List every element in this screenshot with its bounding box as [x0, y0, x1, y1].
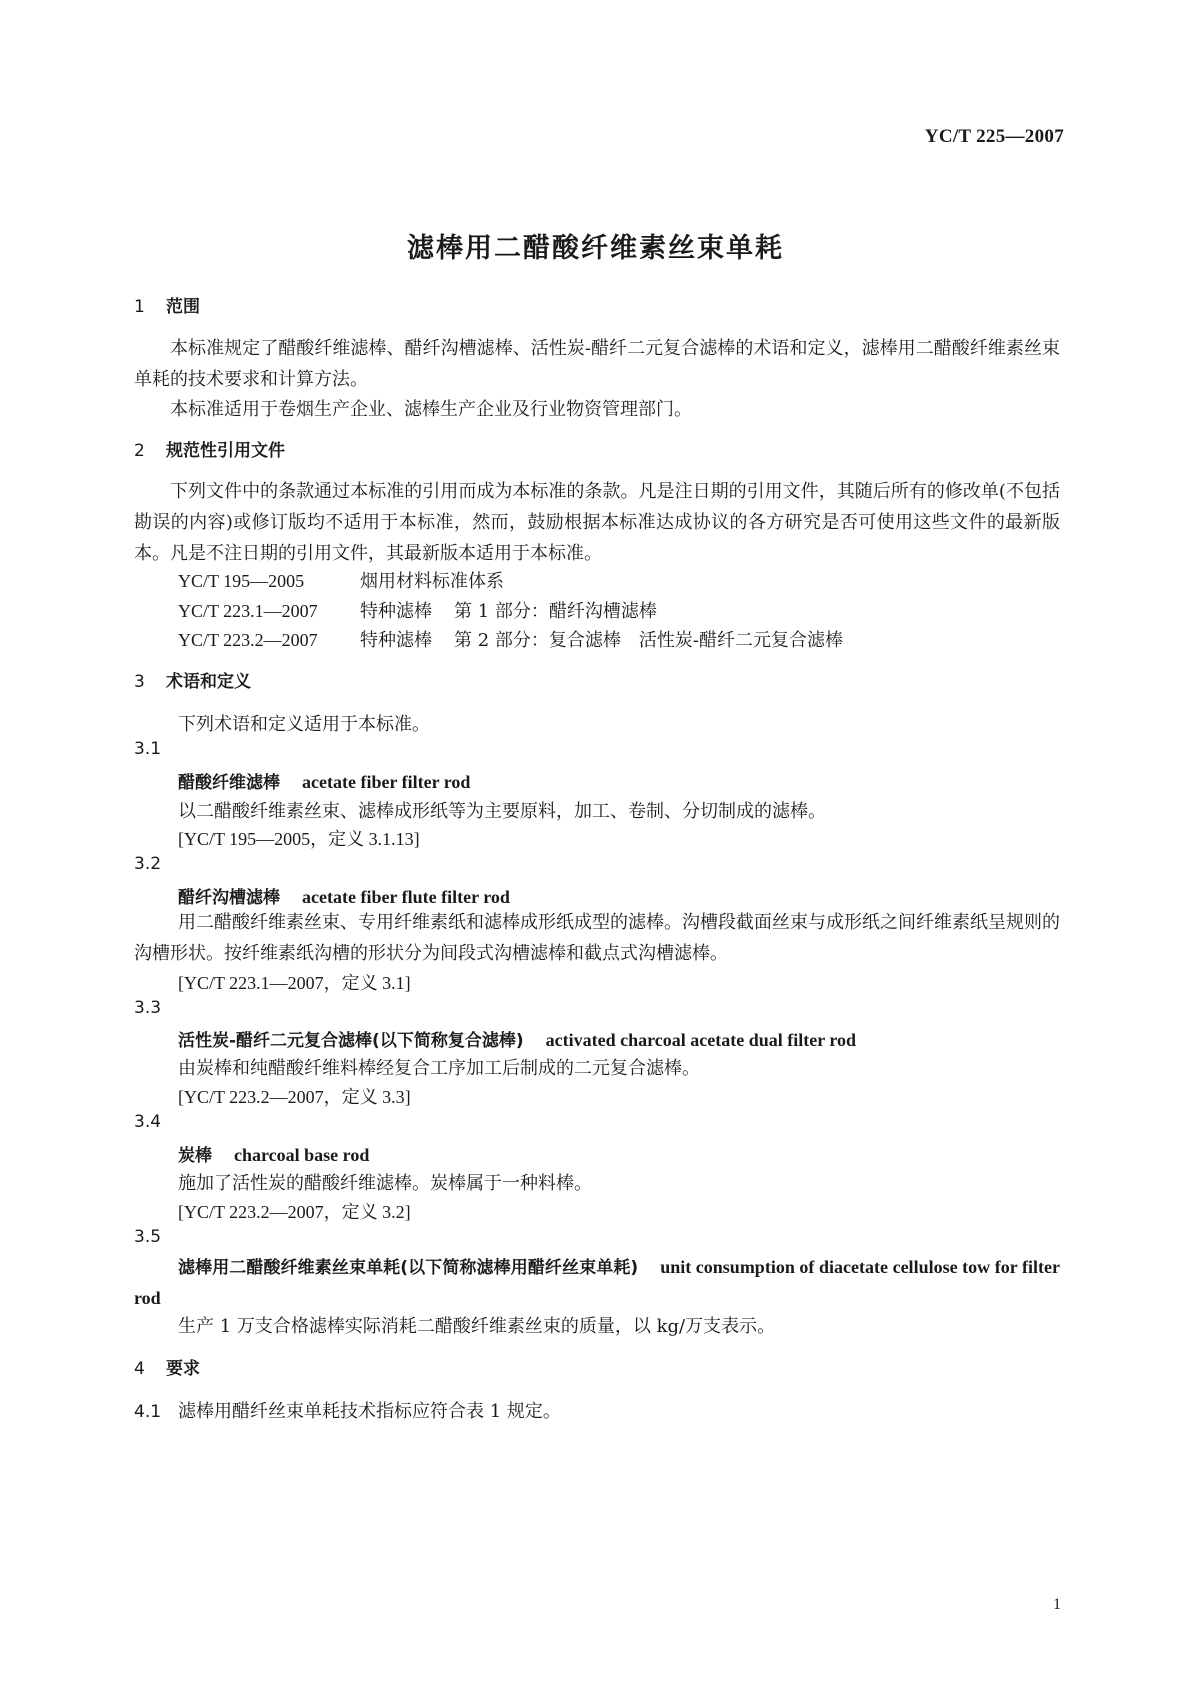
term-chinese: 滤棒用二醋酸纤维素丝束单耗(以下简称滤棒用醋纤丝束单耗): [178, 1258, 639, 1278]
section-4-heading: [134, 1354, 200, 1379]
reference-item: [178, 567, 526, 593]
reference-name: 特种滤棒: [360, 601, 432, 622]
section-3-heading: [134, 667, 251, 692]
section-number: 2: [134, 441, 145, 461]
reference-code: YC/T 195—2005: [178, 571, 305, 591]
term-chinese: 炭棒: [178, 1146, 212, 1166]
requirement-4-1: [134, 1397, 561, 1423]
term-definition: 施加了活性炭的醋酸纤维滤棒。炭棒属于一种料棒。: [178, 1173, 592, 1194]
section-title: 规范性引用文件: [166, 441, 285, 461]
term-english: unit consumption of diacetate cellulose tow for filter rod: [134, 1257, 1060, 1308]
reference-item: [178, 626, 843, 652]
term-number: 3.1: [134, 739, 162, 759]
section-1-paragraph-2: 本标准适用于卷烟生产企业、滤棒生产企业及行业物资管理部门。: [170, 399, 692, 420]
reference-code: YC/T 223.2—2007: [178, 630, 318, 650]
standard-code: YC/T 225—2007: [924, 126, 1064, 147]
term-english: activated charcoal acetate dual filter rod: [545, 1030, 857, 1050]
term-number: 3.2: [134, 854, 162, 874]
term-heading: [178, 768, 470, 793]
term-heading: [178, 1026, 856, 1051]
term-heading: [178, 883, 510, 908]
term-source: [YC/T 195—2005，定义 3.1.13]: [178, 829, 420, 849]
term-source: [YC/T 223.1—2007，定义 3.1]: [178, 973, 411, 993]
section-number: 4: [134, 1359, 145, 1379]
term-english: charcoal base rod: [234, 1145, 370, 1165]
term-chinese: 醋纤沟槽滤棒: [178, 888, 280, 908]
term-definition: 由炭棒和纯醋酸纤维料棒经复合工序加工后制成的二元复合滤棒。: [178, 1058, 700, 1079]
term-source: [YC/T 223.2—2007，定义 3.3]: [178, 1087, 411, 1107]
term-english: acetate fiber flute filter rod: [302, 887, 510, 907]
term-definition: 用二醋酸纤维素丝束、专用纤维素纸和滤棒成形纸成型的滤棒。沟槽段截面丝束与成形纸之间纤维素纸呈规则的沟槽形状。按纤维素纸沟槽的形状分为间段式沟槽滤棒和截点式沟槽滤棒。: [134, 912, 1060, 964]
section-title: 要求: [166, 1359, 200, 1379]
term-definition: 生产 1 万支合格滤棒实际消耗二醋酸纤维素丝束的质量，以 kg/万支表示。: [178, 1316, 776, 1337]
section-1-paragraph-1: 本标准规定了醋酸纤维滤棒、醋纤沟槽滤棒、活性炭-醋纤二元复合滤棒的术语和定义，滤棒用二醋酸纤维素丝束单耗的技术要求和计算方法。: [134, 338, 1060, 390]
section-1-heading: [134, 292, 200, 317]
term-heading: [178, 1141, 369, 1166]
section-2-heading: [134, 436, 285, 461]
term-english: acetate fiber filter rod: [302, 772, 471, 792]
section-number: 3: [134, 672, 145, 692]
section-title: 术语和定义: [166, 672, 251, 692]
reference-code: YC/T 223.1—2007: [178, 601, 318, 621]
reference-item: [178, 597, 657, 623]
term-chinese: 活性炭-醋纤二元复合滤棒(以下简称复合滤棒): [178, 1031, 524, 1051]
section-2-paragraph-1: 下列文件中的条款通过本标准的引用而成为本标准的条款。凡是注日期的引用文件，其随后所有的修改单(不包括勘误的内容)或修订版均不适用于本标准，然而，鼓励根据本标准达成协议的各方研究是否可使用这些文件的最新版本。凡是不注日期的引用文件，其最新版本适用于本标准。: [134, 481, 1060, 564]
reference-name: 特种滤棒: [360, 630, 432, 651]
document-title: 滤棒用二醋酸纤维素丝束单耗: [407, 233, 784, 264]
reference-part: 第 2 部分：复合滤棒 活性炭-醋纤二元复合滤棒: [454, 630, 843, 651]
section-3-intro: 下列术语和定义适用于本标准。: [178, 714, 430, 735]
term-definition: 以二醋酸纤维素丝束、滤棒成形纸等为主要原料，加工、卷制、分切制成的滤棒。: [178, 801, 826, 822]
term-heading: [134, 1252, 1060, 1314]
section-number: 1: [134, 297, 145, 317]
clause-number: 4.1: [134, 1402, 162, 1422]
term-number: 3.3: [134, 998, 162, 1018]
section-title: 范围: [166, 297, 200, 317]
page-number: 1: [1053, 1596, 1061, 1613]
term-chinese: 醋酸纤维滤棒: [178, 773, 280, 793]
clause-text: 滤棒用醋纤丝束单耗技术指标应符合表 1 规定。: [178, 1401, 561, 1422]
term-number: 3.5: [134, 1227, 162, 1247]
term-number: 3.4: [134, 1112, 162, 1132]
reference-name: 烟用材料标准体系: [360, 571, 504, 592]
term-source: [YC/T 223.2—2007，定义 3.2]: [178, 1202, 411, 1222]
reference-part: 第 1 部分：醋纤沟槽滤棒: [454, 601, 657, 622]
